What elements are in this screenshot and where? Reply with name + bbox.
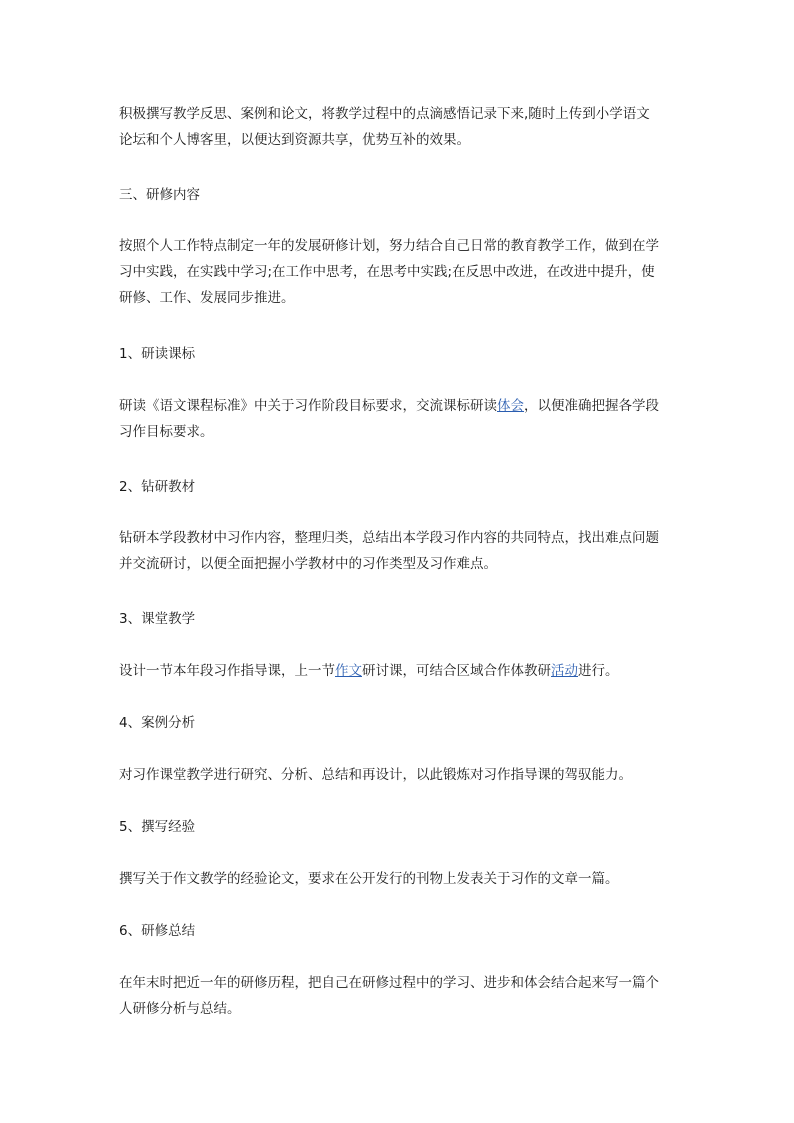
intro-line-1: 积极撰写教学反思、案例和论文，将教学过程中的点滴感悟记录下来,随时上传到小学语文	[119, 106, 650, 122]
research-content-paragraph	[119, 233, 679, 311]
study-textbooks-line-1: 钻研本学段教材中习作内容，整理归类，总结出本学段习作内容的共同特点，找出难点问题	[119, 530, 659, 546]
research-summary-line-1: 在年末时把近一年的研修历程，把自己在研修过程中的学习、进步和体会结合起来写一篇个	[119, 975, 659, 991]
heading-write-experience: 5、撰写经验	[119, 819, 196, 835]
classroom-teaching-paragraph: 设计一节本年段习作指导课，上一节作文研讨课，可结合区域合作体教研活动进行。	[119, 663, 619, 679]
study-textbooks-paragraph	[119, 525, 679, 577]
link-huodong[interactable]: 活动	[551, 663, 578, 679]
research-summary-paragraph	[119, 970, 679, 1022]
link-zuowen[interactable]: 作文	[335, 663, 362, 679]
case-analysis-paragraph: 对习作课堂教学进行研究、分析、总结和再设计，以此锻炼对习作指导课的驾驭能力。	[119, 767, 632, 783]
heading-study-standards: 1、研读课标	[119, 346, 196, 362]
heading-classroom-teaching: 3、课堂教学	[119, 611, 196, 627]
heading-study-textbooks: 2、钻研教材	[119, 479, 196, 495]
heading-research-summary: 6、研修总结	[119, 923, 196, 939]
link-tihui[interactable]: 体会	[497, 398, 524, 414]
heading-case-analysis: 4、案例分析	[119, 715, 196, 731]
section-heading-research-content: 三、研修内容	[119, 187, 200, 203]
research-summary-line-2: 人研修分析与总结。	[119, 1001, 241, 1017]
study-standards-line-2: 习作目标要求。	[119, 424, 214, 440]
research-content-line-3: 研修、工作、发展同步推进。	[119, 290, 295, 306]
intro-line-2: 论坛和个人博客里，以便达到资源共享，优势互补的效果。	[119, 132, 470, 148]
study-standards-line-1: 研读《语文课程标准》中关于习作阶段目标要求，交流课标研读体会，以便准确把握各学段	[119, 398, 659, 414]
study-standards-paragraph	[119, 393, 679, 445]
intro-paragraph	[119, 101, 679, 153]
research-content-line-1: 按照个人工作特点制定一年的发展研修计划，努力结合自己日常的教育教学工作，做到在学	[119, 238, 659, 254]
research-content-line-2: 习中实践，在实践中学习;在工作中思考，在思考中实践;在反思中改进，在改进中提升，使	[119, 264, 655, 280]
write-experience-paragraph: 撰写关于作文教学的经验论文，要求在公开发行的刊物上发表关于习作的文章一篇。	[119, 871, 619, 887]
study-textbooks-line-2: 并交流研讨，以便全面把握小学教材中的习作类型及习作难点。	[119, 556, 497, 572]
